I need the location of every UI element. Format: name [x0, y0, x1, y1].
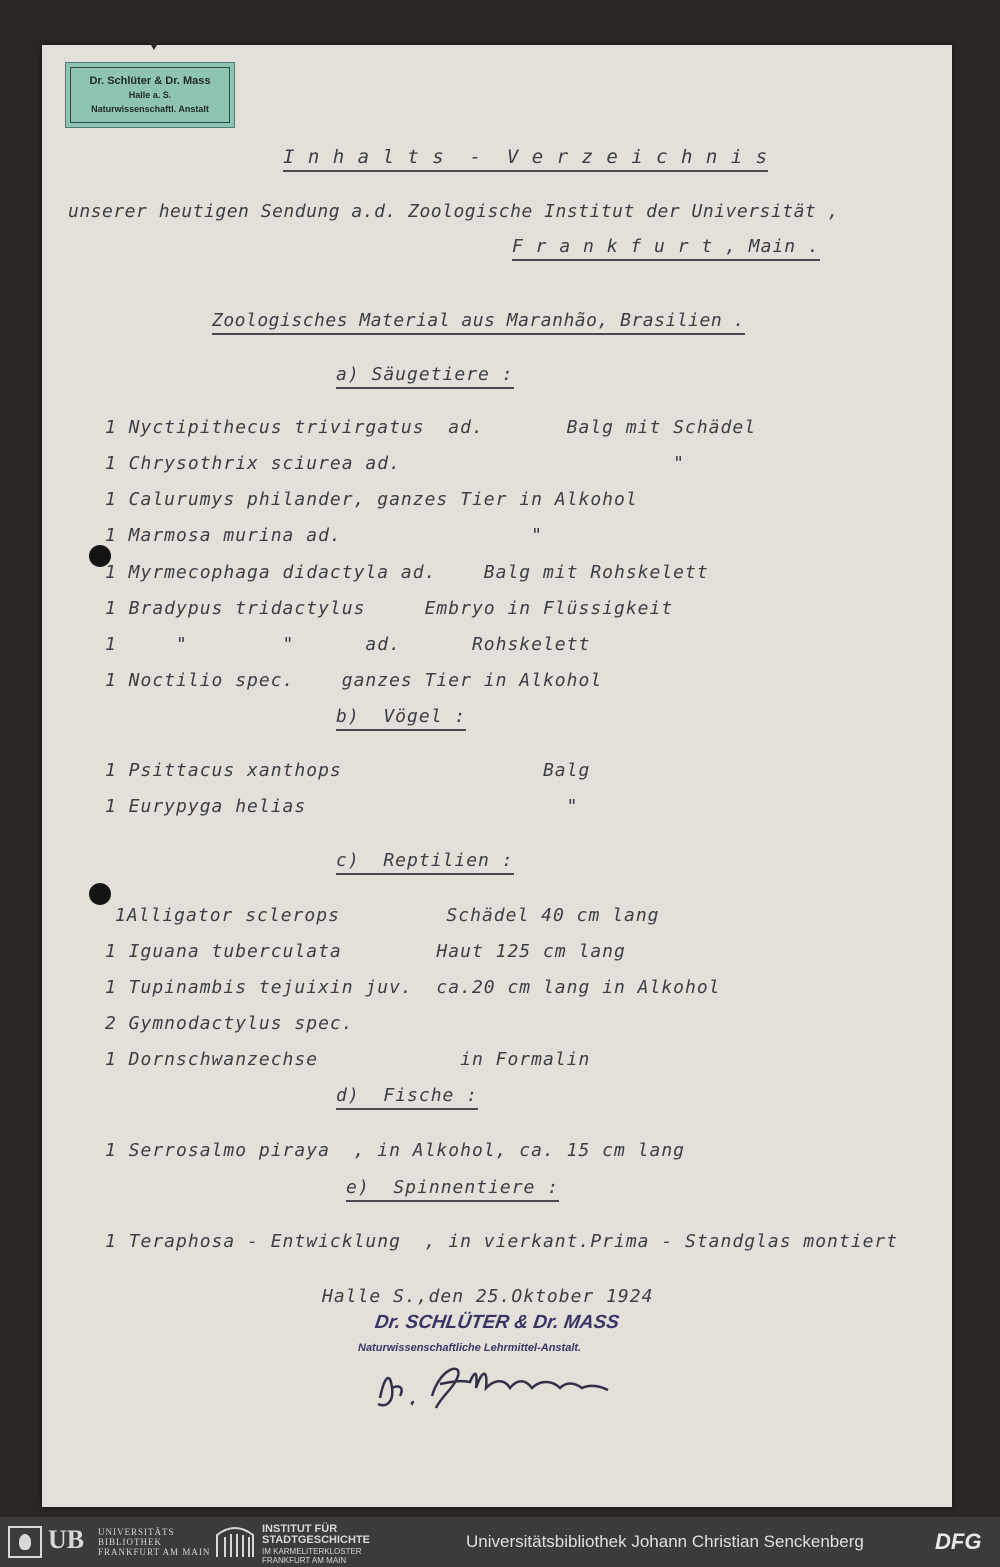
sender-label [65, 62, 235, 128]
list-item: 1Alligator sclerops Schädel 40 cm lang [115, 905, 660, 926]
list-item: 1 Myrmecophaga didactyla ad. Balg mit Rohskelett [105, 562, 709, 583]
list-item: 1 " " ad. Rohskelett [105, 634, 591, 655]
isg-line-1: INSTITUT FÜR [262, 1523, 338, 1535]
ub-line-3: FRANKFURT AM MAIN [98, 1547, 211, 1557]
isg-title [262, 1524, 370, 1546]
dfg-logo: DFG [935, 1529, 982, 1554]
isg-line-4: FRANKFURT AM MAIN [262, 1556, 347, 1565]
signature-image [370, 1358, 620, 1413]
isg-subtitle [262, 1547, 362, 1565]
label-line-3: Naturwissenschaftl. Anstalt [91, 104, 209, 114]
company-stamp-subtitle: Naturwissenschaftliche Lehrmittel-Anstalt. [358, 1342, 582, 1354]
section-header-e: e) Spinnentiere : [346, 1177, 559, 1202]
list-item: 1 Noctilio spec. ganzes Tier in Alkohol [105, 670, 603, 691]
list-item: 1 Eurypyga helias " [105, 796, 579, 817]
ub-logo-text: UB [48, 1525, 85, 1554]
library-name: Universitätsbibliothek Johann Christian Senckenberg [466, 1532, 864, 1551]
ub-line-1: UNIVERSITÄTS [98, 1527, 175, 1537]
list-item: 1 Calurumys philander, ganzes Tier in Alkohol [105, 489, 638, 510]
isg-columns-icon [215, 1525, 255, 1559]
list-item: 1 Iguana tuberculata Haut 125 cm lang [105, 941, 626, 962]
ub-logo-subtitle [98, 1527, 210, 1557]
list-item: 2 Gymnodactylus spec. [105, 1013, 354, 1034]
document-title: I n h a l t s - V e r z e i c h n i s [283, 146, 768, 172]
section-header-c: c) Reptilien : [336, 850, 514, 875]
list-item: 1 Teraphosa - Entwicklung , in vierkant.Prima - Standglas montiert [105, 1231, 899, 1252]
ub-logo-icon [8, 1526, 42, 1558]
list-item: 1 Psittacus xanthops Balg [105, 760, 591, 781]
place-date: Halle S.,den 25.Oktober 1924 [322, 1286, 654, 1307]
heading-line-2: unserer heutigen Sendung a.d. Zoologische Institut der Universität , [68, 201, 839, 222]
list-item: 1 Nyctipithecus trivirgatus ad. Balg mit Schädel [105, 417, 757, 438]
ub-line-2: BIBLIOTHEK [98, 1537, 162, 1547]
list-item: 1 Chrysothrix sciurea ad. " [105, 453, 686, 474]
label-line-1: Dr. Schlüter & Dr. Mass [89, 75, 211, 87]
footer-bar [0, 1517, 1000, 1567]
punch-hole [89, 545, 111, 567]
isg-line-3: IM KARMELITERKLOSTER [262, 1547, 362, 1556]
list-item: 1 Bradypus tridactylus Embryo in Flüssigkeit [105, 598, 674, 619]
heading-subject: Zoologisches Material aus Maranhão, Brasilien . [212, 310, 745, 335]
list-item: 1 Marmosa murina ad. " [105, 525, 543, 546]
company-stamp: Dr. SCHLÜTER & Dr. MASS [373, 1312, 621, 1333]
list-item: 1 Serrosalmo piraya , in Alkohol, ca. 15 cm lang [105, 1140, 686, 1161]
section-header-b: b) Vögel : [336, 706, 466, 731]
label-line-2: Halle a. S. [128, 90, 172, 100]
punch-hole [89, 883, 111, 905]
section-header-a: a) Säugetiere : [336, 364, 514, 389]
list-item: 1 Dornschwanzechse in Formalin [105, 1049, 591, 1070]
paper-notch [148, 40, 160, 50]
section-header-d: d) Fische : [336, 1085, 478, 1110]
heading-city: F r a n k f u r t , Main . [512, 236, 820, 261]
isg-line-2: STADTGESCHICHTE [262, 1534, 370, 1546]
list-item: 1 Tupinambis tejuixin juv. ca.20 cm lang in Alkohol [105, 977, 721, 998]
